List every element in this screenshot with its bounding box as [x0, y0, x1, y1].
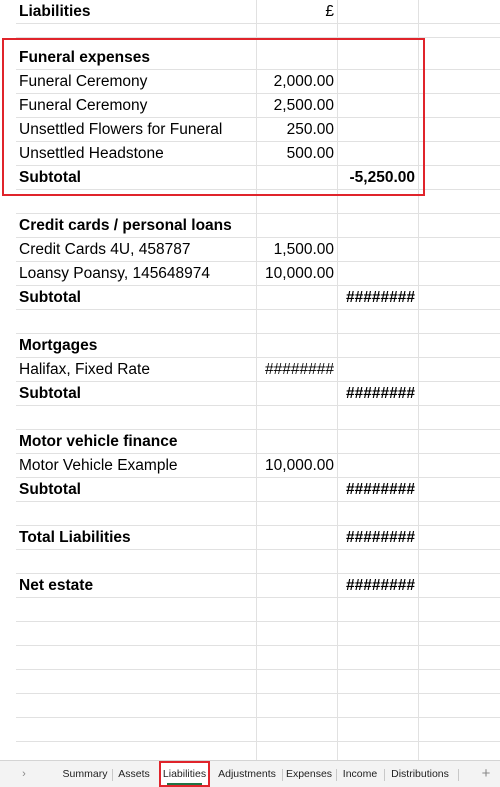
tab-divider: [384, 769, 385, 781]
net-estate-value[interactable]: ########: [346, 577, 415, 594]
active-tab-highlight-box: [159, 761, 210, 787]
blank-row[interactable]: [16, 550, 500, 574]
subtotal-value[interactable]: ########: [346, 289, 415, 306]
table-row: [16, 358, 500, 382]
credit-heading[interactable]: Credit cards / personal loans: [19, 217, 232, 234]
empty-cell[interactable]: [337, 0, 418, 24]
blank-row[interactable]: [16, 670, 500, 694]
sheet-tab-bar: [0, 760, 500, 787]
item-amount[interactable]: 1,500.00: [273, 241, 334, 258]
subtotal-value[interactable]: -5,250.00: [349, 169, 415, 186]
subtotal-row: [16, 166, 500, 190]
table-row: [16, 262, 500, 286]
motor-heading[interactable]: Motor vehicle finance: [19, 433, 178, 450]
active-tab-underline: [167, 783, 202, 785]
tab-summary[interactable]: Summary: [62, 768, 108, 780]
add-sheet-icon[interactable]: +: [481, 765, 491, 782]
subtotal-value[interactable]: ########: [346, 385, 415, 402]
blank-row[interactable]: [16, 718, 500, 742]
subtotal-row: [16, 478, 500, 502]
section-heading-row: [16, 214, 500, 238]
tab-divider: [112, 769, 113, 781]
tab-adjustments[interactable]: Adjustments: [218, 768, 276, 780]
blank-row[interactable]: [16, 598, 500, 622]
item-amount[interactable]: 2,500.00: [273, 97, 334, 114]
item-label[interactable]: Unsettled Flowers for Funeral: [19, 121, 223, 138]
tab-divider: [282, 769, 283, 781]
total-row: [16, 526, 500, 550]
blank-row[interactable]: [16, 742, 500, 760]
blank-row[interactable]: [16, 622, 500, 646]
table-row: [16, 238, 500, 262]
subtotal-row: [16, 382, 500, 406]
net-estate-row: [16, 574, 500, 598]
sheet-title[interactable]: Liabilities: [19, 3, 91, 20]
item-amount[interactable]: 10,000.00: [265, 457, 334, 474]
subtotal-value[interactable]: ########: [346, 481, 415, 498]
item-amount[interactable]: ########: [265, 361, 334, 378]
blank-row[interactable]: [16, 646, 500, 670]
item-label[interactable]: Credit Cards 4U, 458787: [19, 241, 191, 258]
table-row: [16, 70, 500, 94]
tab-liabilities[interactable]: Liabilities: [162, 768, 207, 780]
table-row: [16, 142, 500, 166]
tab-expenses[interactable]: Expenses: [285, 768, 333, 780]
item-amount[interactable]: 500.00: [286, 145, 334, 162]
subtotal-label[interactable]: Subtotal: [19, 169, 81, 186]
item-amount[interactable]: 2,000.00: [273, 73, 334, 90]
blank-row[interactable]: [16, 24, 500, 38]
blank-row[interactable]: [16, 694, 500, 718]
blank-row[interactable]: [16, 310, 500, 334]
total-liabilities-value[interactable]: ########: [346, 529, 415, 546]
section-heading-row: [16, 430, 500, 454]
item-label[interactable]: Halifax, Fixed Rate: [19, 361, 150, 378]
tab-divider: [458, 769, 459, 781]
item-label[interactable]: Funeral Ceremony: [19, 97, 148, 114]
section-heading-row: [16, 334, 500, 358]
subtotal-label[interactable]: Subtotal: [19, 481, 81, 498]
item-label[interactable]: Motor Vehicle Example: [19, 457, 178, 474]
total-liabilities-label[interactable]: Total Liabilities: [19, 529, 131, 546]
subtotal-row: [16, 286, 500, 310]
table-row: [16, 454, 500, 478]
net-estate-label[interactable]: Net estate: [19, 577, 94, 594]
subtotal-label[interactable]: Subtotal: [19, 385, 81, 402]
tab-distributions[interactable]: Distributions: [391, 768, 449, 780]
tab-assets[interactable]: Assets: [118, 768, 150, 780]
tab-divider: [336, 769, 337, 781]
scroll-tabs-right-icon[interactable]: ›: [22, 768, 26, 780]
header-row: [16, 0, 500, 24]
blank-row[interactable]: [16, 502, 500, 526]
mortgages-heading[interactable]: Mortgages: [19, 337, 98, 354]
funeral-heading[interactable]: Funeral expenses: [19, 49, 150, 66]
item-amount[interactable]: 250.00: [286, 121, 334, 138]
table-row: [16, 94, 500, 118]
tab-income[interactable]: Income: [342, 768, 378, 780]
section-heading-row: [16, 46, 500, 70]
item-label[interactable]: Funeral Ceremony: [19, 73, 148, 90]
blank-row[interactable]: [16, 406, 500, 430]
item-label[interactable]: Loansy Poansy, 145648974: [19, 265, 211, 282]
currency-symbol[interactable]: £: [325, 3, 334, 20]
subtotal-label[interactable]: Subtotal: [19, 289, 81, 306]
blank-row[interactable]: [16, 190, 500, 214]
item-amount[interactable]: 10,000.00: [265, 265, 334, 282]
item-label[interactable]: Unsettled Headstone: [19, 145, 164, 162]
table-row: [16, 118, 500, 142]
